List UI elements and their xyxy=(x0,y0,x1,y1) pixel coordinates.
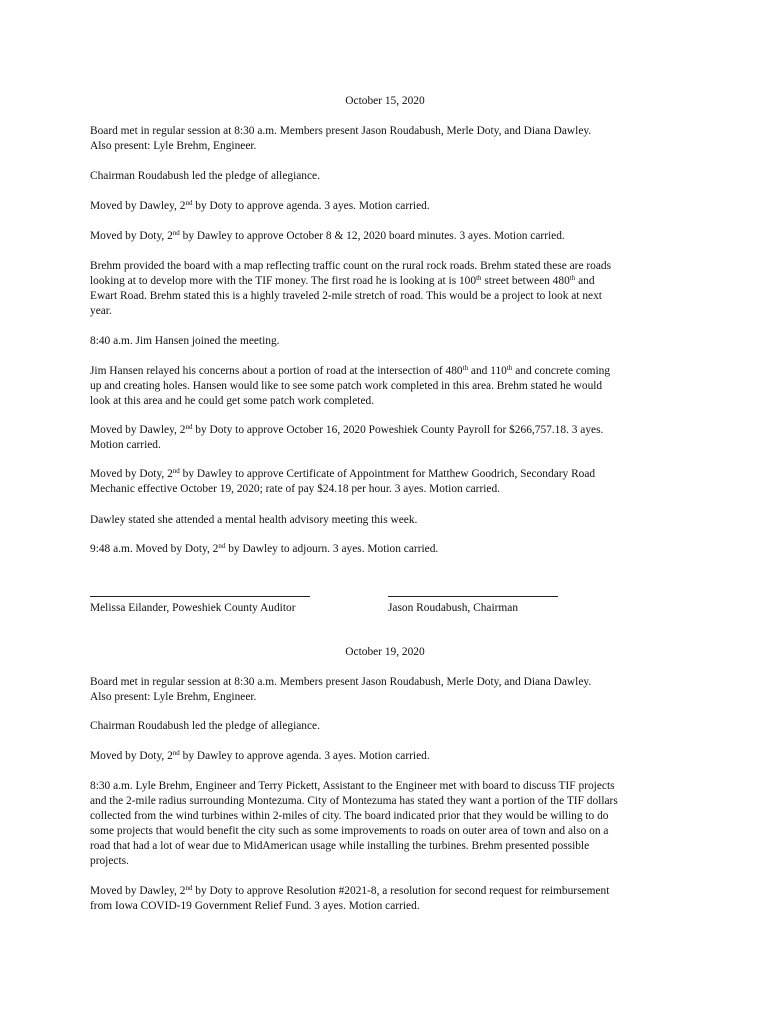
brehm-paragraph-line: Brehm provided the board with a map reflecting traffic count on the rural rock roads. Brehm stated these are roads xyxy=(90,260,612,272)
motion-resolution: Moved by Dawley, 2nd by Doty to approve Resolution #2021-8, a resolution for second request for reimbursement xyxy=(90,884,610,897)
motion-minutes: Moved by Doty, 2nd by Dawley to approve October 8 & 12, 2020 board minutes. 3 ayes. Motion carried. xyxy=(90,229,565,242)
attendance-line: Board met in regular session at 8:30 a.m. Members present Jason Roudabush, Merle Doty, and Diana Dawley. xyxy=(90,125,592,137)
auditor-signature-label: Melissa Eilander, Poweshiek County Auditor xyxy=(90,602,296,614)
attendance-line: Also present: Lyle Brehm, Engineer. xyxy=(90,140,257,152)
motion-agenda: Moved by Doty, 2nd by Dawley to approve agenda. 3 ayes. Motion carried. xyxy=(90,749,430,762)
chairman-signature-line xyxy=(388,596,558,597)
tif-paragraph-line: road that had a lot of wear due to MidAmerican usage while installing the turbines. Brehm presented possible xyxy=(90,840,590,852)
tif-paragraph-line: and the 2-mile radius surrounding Montezuma. City of Montezuma has stated they want a portion of the TIF dollars xyxy=(90,795,618,807)
motion-resolution: from Iowa COVID-19 Government Relief Fund. 3 ayes. Motion carried. xyxy=(90,900,420,912)
auditor-signature-line xyxy=(90,596,310,597)
tif-paragraph-line: collected from the wind turbines within 2-miles of city. The board indicated prior that they would be willing to do xyxy=(90,810,609,822)
motion-payroll: Moved by Dawley, 2nd by Doty to approve October 16, 2020 Poweshiek County Payroll for $266,757.18. 3 ayes. xyxy=(90,423,604,436)
pledge-text: Chairman Roudabush led the pledge of allegiance. xyxy=(90,170,320,182)
pledge-text: Chairman Roudabush led the pledge of allegiance. xyxy=(90,720,320,732)
motion-appointment: Mechanic effective October 19, 2020; rate of pay $24.18 per hour. 3 ayes. Motion carried. xyxy=(90,483,501,495)
hansen-paragraph-line: up and creating holes. Hansen would like to see some patch work completed in this area. Brehm stated he would xyxy=(90,380,603,392)
chairman-signature-label: Jason Roudabush, Chairman xyxy=(388,602,519,614)
meeting-date: October 15, 2020 xyxy=(345,95,425,107)
tif-paragraph-line: 8:30 a.m. Lyle Brehm, Engineer and Terry Pickett, Assistant to the Engineer met with board to discuss TIF projects xyxy=(90,780,615,792)
attendance-line: Board met in regular session at 8:30 a.m. Members present Jason Roudabush, Merle Doty, and Diana Dawley. xyxy=(90,676,592,688)
tif-paragraph-line: some projects that would benefit the city such as some improvements to roads on outer area of town and also on a xyxy=(90,825,609,837)
brehm-paragraph-line: Ewart Road. Brehm stated this is a highly traveled 2-mile stretch of road. This would be a project to look at next xyxy=(90,290,602,302)
motion-agenda: Moved by Dawley, 2nd by Doty to approve agenda. 3 ayes. Motion carried. xyxy=(90,199,430,212)
tif-paragraph-line: projects. xyxy=(90,855,129,867)
hansen-paragraph-line: Jim Hansen relayed his concerns about a portion of road at the intersection of 480th and 110th and concrete coming xyxy=(90,364,611,377)
meeting-date: October 19, 2020 xyxy=(345,646,425,658)
brehm-paragraph-line: year. xyxy=(90,305,112,317)
hansen-paragraph-line: look at this area and he could get some patch work completed. xyxy=(90,395,375,407)
dawley-statement: Dawley stated she attended a mental health advisory meeting this week. xyxy=(90,514,418,526)
brehm-paragraph-line: looking at to develop more with the TIF money. The first road he is looking at is 100th street between 480th and xyxy=(90,274,595,287)
hansen-joined-text: 8:40 a.m. Jim Hansen joined the meeting. xyxy=(90,335,280,347)
attendance-line: Also present: Lyle Brehm, Engineer. xyxy=(90,691,257,703)
motion-payroll: Motion carried. xyxy=(90,439,161,451)
motion-appointment: Moved by Doty, 2nd by Dawley to approve Certificate of Appointment for Matthew Goodrich, Secondary Road xyxy=(90,467,596,480)
motion-adjourn: 9:48 a.m. Moved by Doty, 2nd by Dawley to adjourn. 3 ayes. Motion carried. xyxy=(90,542,439,555)
